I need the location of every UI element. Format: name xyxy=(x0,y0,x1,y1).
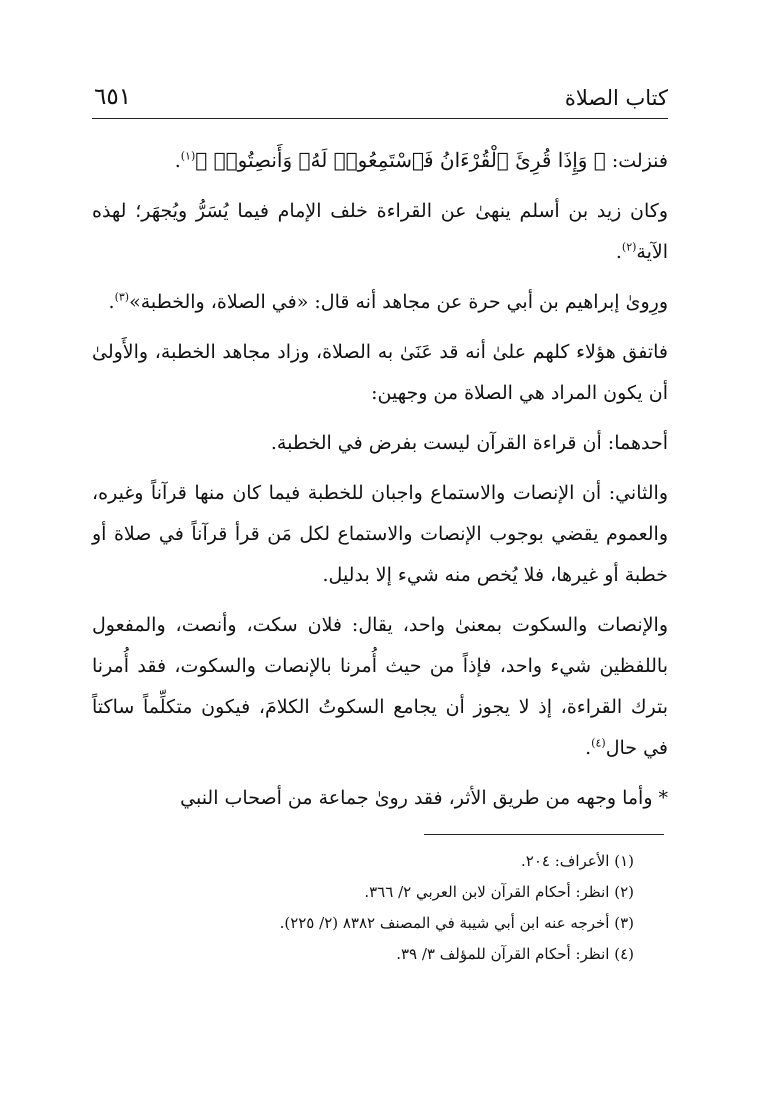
footnote-ref-2: (٢) xyxy=(621,240,637,254)
paragraph-2-suffix: . xyxy=(615,241,622,263)
footnote-4: (٤) انظر: أحكام القرآن للمؤلف ٣/ ٣٩. xyxy=(396,945,634,963)
chapter-title: كتاب الصلاة xyxy=(564,86,668,110)
footnote-2: (٢) انظر: أحكام القرآن لابن العربي ٢/ ٣٦٦. xyxy=(364,883,634,901)
paragraph-7 xyxy=(92,605,668,769)
star-marker: * xyxy=(658,787,668,809)
quran-verse: ﴿ وَإِذَا قُرِئَ ٱلْقُرْءَانُ فَٱسْتَمِعُوا۟ لَهُۥ وَأَنصِتُوا۟ ﴾ xyxy=(195,148,606,172)
footnote-ref-4: (٤) xyxy=(591,736,606,750)
paragraph-7-text: والإنصات والسكوت بمعنىٰ واحد، يقال: فلان سكت، وأنصت، والمفعول باللفظين شيء واحد، فإذاً من حيث أُمرنا بالإنصات والسكوت، فقد أُمرنا بترك القراءة، إذ لا يجوز أن يجامع السكوتُ الكلامَ، فيكون متكلِّماً ساكتاً في حال xyxy=(92,614,668,759)
paragraph-3-text: ورِوىٰ إبراهيم بن أبي حرة عن مجاهد أنه قال: «في الصلاة، والخطبة» xyxy=(129,291,668,313)
footnote-1: (١) الأعراف: ٢٠٤. xyxy=(521,852,634,870)
paragraph-8-text: وأما وجهه من طريق الأثر، فقد روىٰ جماعة من أصحاب النبي xyxy=(180,787,653,809)
page-header xyxy=(92,78,668,119)
paragraph-1-prefix: فنزلت: xyxy=(605,150,668,172)
footnote-divider xyxy=(424,834,664,835)
paragraph-3-suffix: . xyxy=(108,291,115,313)
paragraph-2 xyxy=(92,191,668,273)
paragraph-5: أحدهما: أن قراءة القرآن ليست بفرض في الخطبة. xyxy=(270,432,668,454)
page-number: ٦٥١ xyxy=(94,84,132,110)
footnote-ref-3: (٣) xyxy=(114,290,130,304)
paragraph-1 xyxy=(92,140,668,182)
paragraph-1-suffix: . xyxy=(174,150,181,172)
paragraph-7-suffix: . xyxy=(585,737,592,759)
main-text xyxy=(92,140,668,828)
footnotes xyxy=(92,846,634,970)
paragraph-2-text: وكان زيد بن أسلم ينهىٰ عن القراءة خلف الإمام فيما يُسَرُّ ويُجهَر؛ لهذه الآية xyxy=(92,200,668,263)
paragraph-4: فاتفق هؤلاء كلهم علىٰ أنه قد عَنَىٰ به الصلاة، وزاد مجاهد الخطبة، والأَولىٰ أن يكون المراد هي الصلاة من وجهين: xyxy=(92,341,668,404)
paragraph-6: والثاني: أن الإنصات والاستماع واجبان للخطبة فيما كان منها قرآناً وغيره، والعموم يقضي بوجوب الإنصات والاستماع لكل مَن قرأ قرآناً في صلاة أو خطبة أو غيرها، فلا يُخص منه شيء إلا بدليل. xyxy=(92,482,668,586)
paragraph-3 xyxy=(92,282,668,323)
footnote-3: (٣) أخرجه عنه ابن أبي شيبة في المصنف ٨٣٨٢ (٢/ ٢٢٥). xyxy=(279,914,634,932)
footnote-ref-1: (١) xyxy=(180,149,196,163)
paragraph-8 xyxy=(92,778,668,819)
